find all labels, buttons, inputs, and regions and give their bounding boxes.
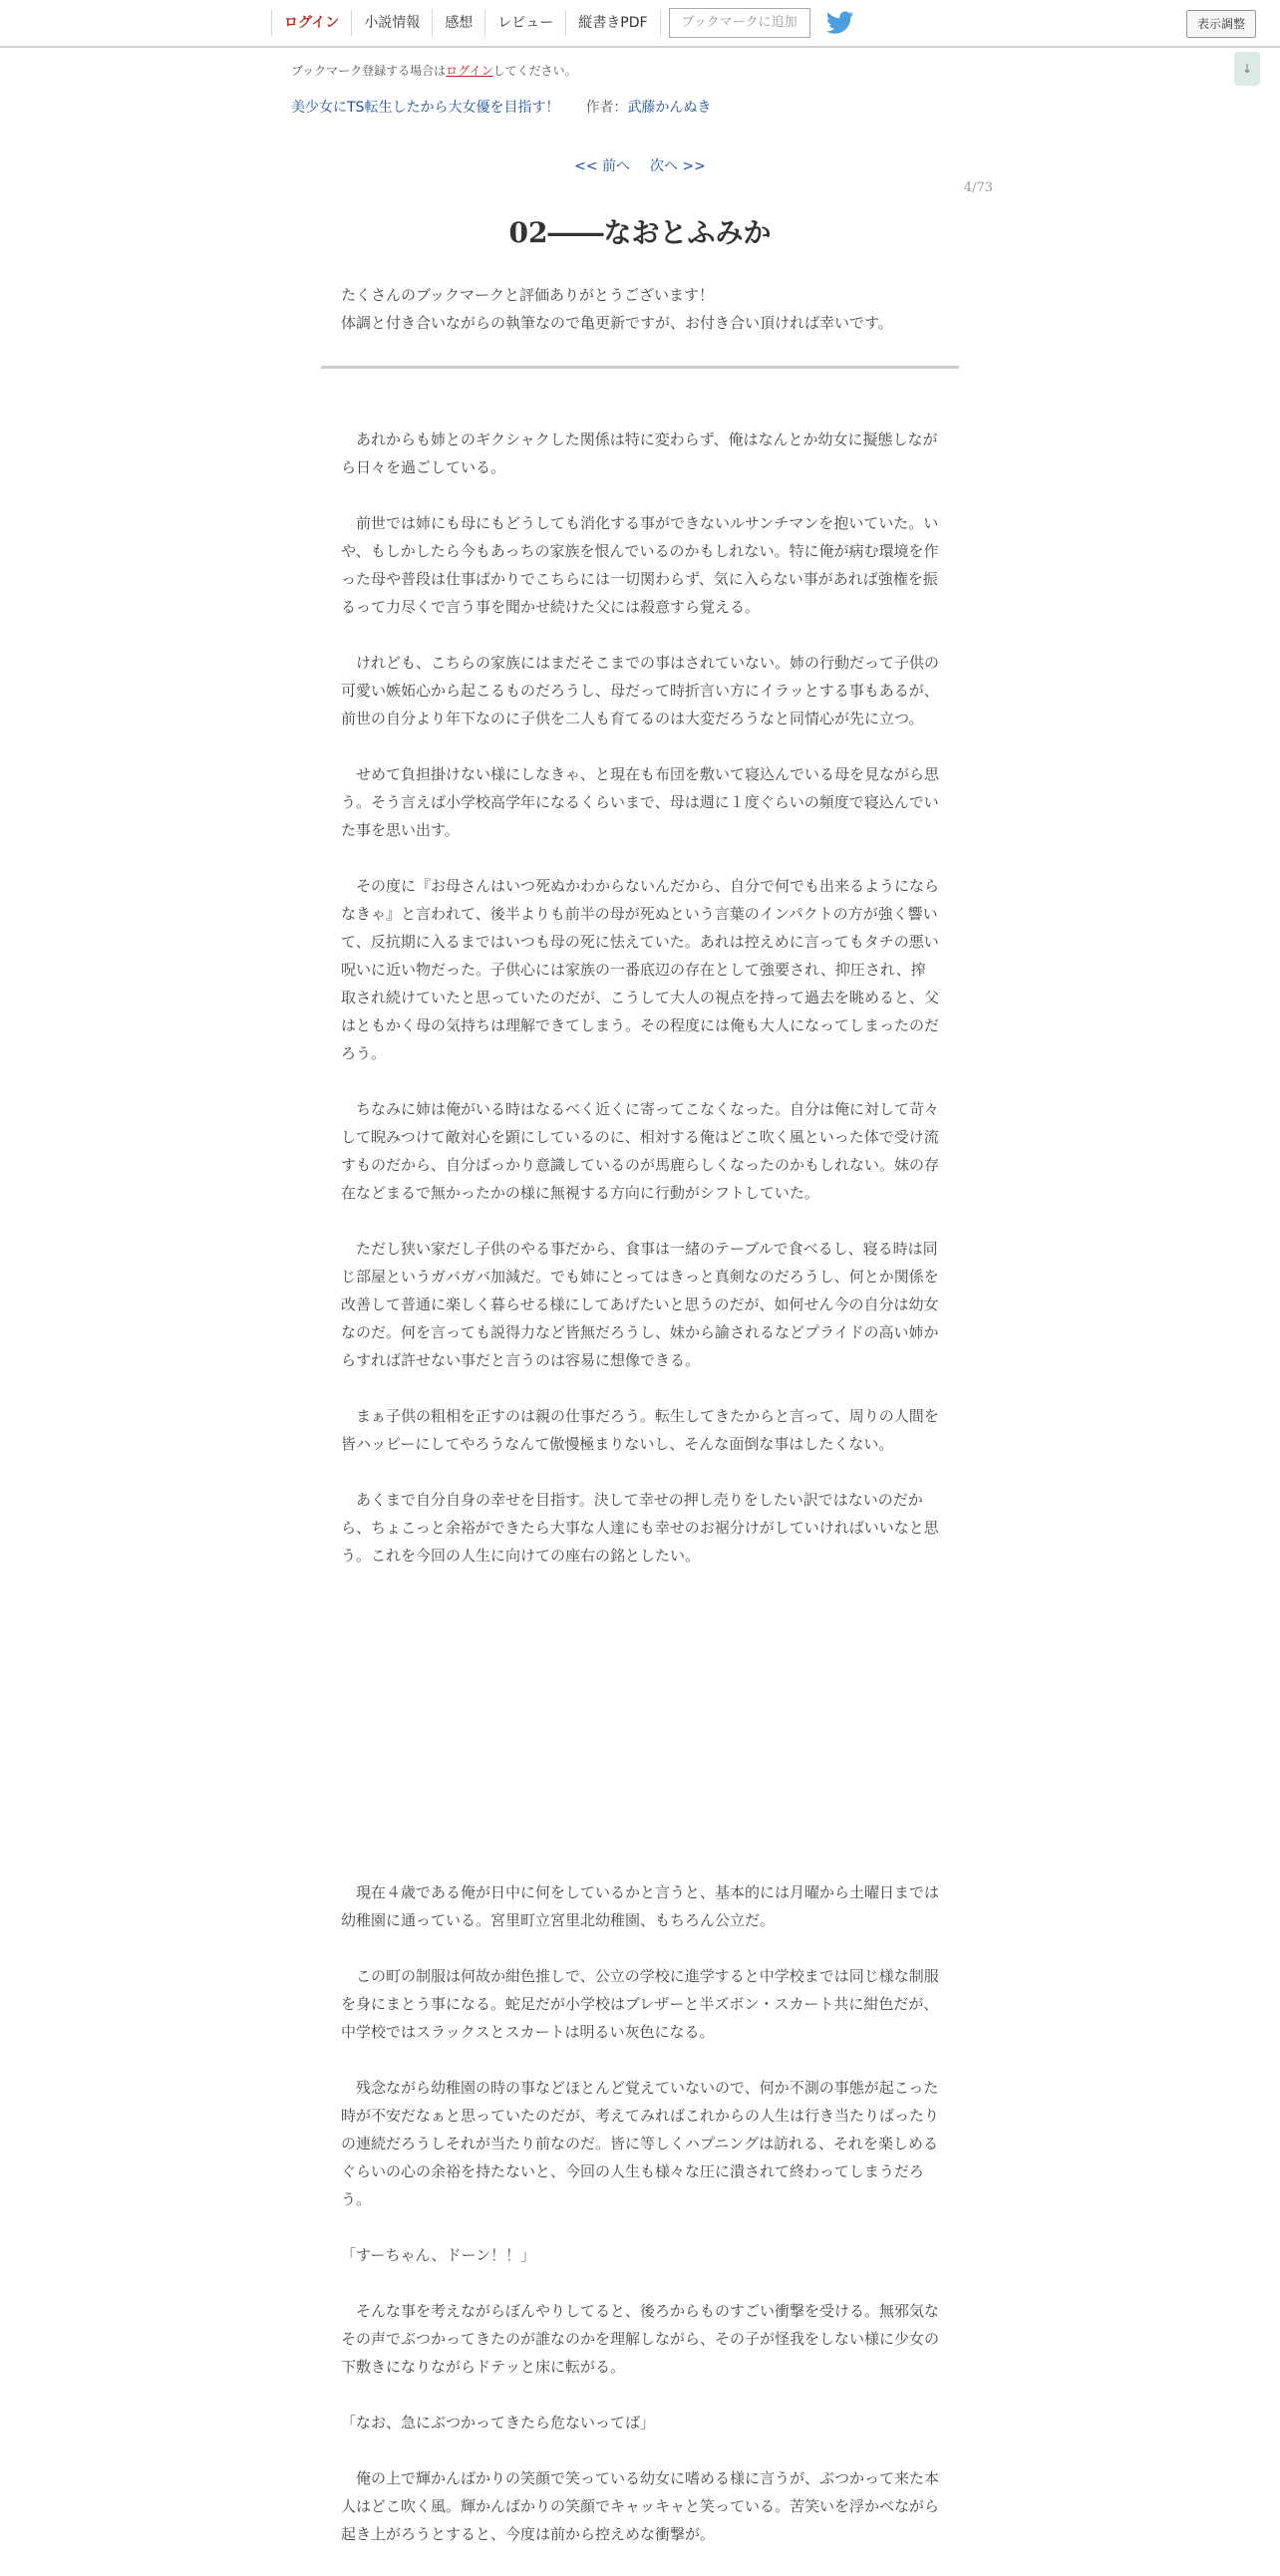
chapter-body-part-2: [341, 1878, 939, 2576]
body-paragraph: 前世では姉にも母にもどうしても消化する事ができないルサンチマンを抱いていた。いや、もしかしたら今もあっちの家族を恨んでいるのかもしれない。特に俺が病む環境を作った母や普段は仕事ばかりでこちらには一切関わらず、気に入らない事があれば強権を振るって力尽くで言う事を聞かせ続けた父には殺意すら覚える。: [341, 514, 939, 616]
notice-login-link[interactable]: ログイン: [446, 64, 493, 78]
page-counter: 4/73: [963, 180, 993, 195]
notice-text-before: ブックマーク登録する場合は: [291, 64, 447, 78]
body-paragraph: せめて負担掛けない様にしなきゃ、と現在も布団を敷いて寝込んでいる母を見ながら思う。そう言えば小学校高学年になるくらいまで、母は週に１度ぐらいの頻度で寝込んでいた事を思い出す。: [341, 765, 940, 839]
chapter-body-part-1: [341, 426, 939, 1597]
novel-info-line: [291, 97, 711, 117]
chapter-title: 02――なおとふみか: [508, 216, 772, 249]
body-paragraph: この町の制服は何故か紺色推しで、公立の学校に進学すると中学校までは同じ様な制服を身にまとう事になる。蛇足だが小学校はブレザーと半ズボン・スカート共に紺色だが、中学校ではスラックスとスカートは明るい灰色になる。: [341, 1967, 939, 2041]
prev-page-link[interactable]: << 前へ: [574, 158, 630, 174]
body-paragraph: ただし狭い家だし子供のやる事だから、食事は一緒のテーブルで食べるし、寝る時は同じ部屋というガバガバ加減だ。でも姉にとってはきっと真剣なのだろうし、何とか関係を改善して普通に楽しく暮らせる様にしてあげたいと思うのだが、如何せん今の自分は幼女なのだ。何を言っても説得力など皆無だろうし、妹から諭されるなどプライドの高い姉からすれば許せない事だと言うのは容易に想像できる。: [341, 1240, 939, 1369]
display-settings-button[interactable]: 表示調整: [1186, 10, 1256, 38]
top-navigation-bar: [0, 0, 1280, 48]
next-page-link[interactable]: 次へ >>: [650, 158, 706, 174]
body-paragraph: まぁ子供の粗相を正すのは親の仕事だろう。転生してきたからと言って、周りの人間を皆ハッピーにしてやろうなんて傲慢極まりないし、そんな面倒な事はしたくない。: [341, 1407, 939, 1453]
notice-text-after: してください。: [492, 64, 577, 78]
bookmark-login-notice: [291, 62, 577, 79]
body-paragraph: そんな事を考えながらぼんやりしてると、後ろからものすごい衝撃を受ける。無邪気なその声でぶつかってきたのが誰なのかを理解しながら、その子が怪我をしない様に少女の下敷きになりながらドテッと床に転がる。: [341, 2302, 940, 2376]
nav-novel-info-link[interactable]: 小説情報: [351, 10, 432, 36]
preface-line: たくさんのブックマークと評価ありがとうございます！: [341, 286, 714, 304]
nav-vertical-pdf-link[interactable]: 縦書きPDF: [565, 10, 660, 36]
preface-line: 体調と付き合いながらの執筆なので亀更新ですが、お付き合い頂ければ幸いです。: [341, 314, 893, 332]
body-paragraph: 俺の上で輝かんばかりの笑顔で笑っている幼女に嗜める様に言うが、ぶつかって来た本人はどこ吹く風。輝かんばかりの笑顔でキャッキャと笑っている。苦笑いを浮かべながら起き上がろうとすると、今度は前から控えめな衝撃が。: [341, 2469, 940, 2543]
preface: [341, 281, 939, 337]
scroll-down-button[interactable]: ↓: [1234, 52, 1260, 86]
body-paragraph: 残念ながら幼稚園の時の事などほとんど覚えていないので、何か不測の事態が起こった時が不安だなぁと思っていたのだが、考えてみればこれからの人生は行き当たりばったりの連続だろうしそれが当たり前なのだ。皆に等しくハプニングは訪れる、それを楽しめるぐらいの心の余裕を持たないと、今回の人生も様々な圧に潰されて終わってしまうだろう。: [341, 2079, 940, 2208]
body-paragraph: あくまで自分自身の幸せを目指す。決して幸せの押し売りをしたい訳ではないのだから、ちょこっと余裕ができたら大事な人達にも幸せのお裾分けがしていければいいなと思う。これを今回の人生に向けての座右の銘としたい。: [341, 1491, 939, 1565]
nav-review-link[interactable]: レビュー: [484, 10, 565, 36]
body-paragraph: あれからも姉とのギクシャクした関係は特に変わらず、俺はなんとか幼女に擬態しながら日々を過ごしている。: [341, 430, 938, 476]
body-paragraph: 「なお、急にぶつかってきたら危ないってば」: [341, 2414, 656, 2432]
pager: [0, 155, 1280, 175]
novel-title-link[interactable]: 美少女にTS転生したから大女優を目指す！: [291, 100, 560, 116]
author-label: 作者：: [585, 100, 628, 116]
body-paragraph: 「すーちゃん、ドーン！！」: [341, 2246, 536, 2264]
body-paragraph: その度に『お母さんはいつ死ぬかわからないんだから、自分で何でも出来るようにならなきゃ』と言われて、後半よりも前半の母が死ぬという言葉のインパクトの方が強く響いて、反抗期に入るまではいつも母の死に怯えていた。あれは控えめに言ってもタチの悪い呪いに近い物だった。子供心には家族の一番底辺の存在として強要され、抑圧され、搾取され続けていたと思っていたのだが、こうして大人の視点を持って過去を眺めると、父はともかく母の気持ちは理解できてしまう。その程度には俺も大人になってしまったのだろう。: [341, 877, 940, 1062]
twitter-bird-icon[interactable]: [826, 11, 854, 35]
body-paragraph: ちなみに姉は俺がいる時はなるべく近くに寄ってこなくなった。自分は俺に対して苛々して睨みつけて敵対心を顕にしているのに、相対する俺はどこ吹く風といった体で受け流すものだから、自分ばっかり意識しているのが馬鹿らしくなったのかもしれない。妹の存在などまるで無かったかの様に無視する方向に行動がシフトしていた。: [341, 1100, 940, 1202]
nav-impressions-link[interactable]: 感想: [432, 10, 484, 36]
nav-login-link[interactable]: ログイン: [271, 10, 351, 36]
add-bookmark-button[interactable]: ブックマークに追加: [669, 8, 810, 38]
author-name-link[interactable]: 武藤かんぬき: [627, 100, 712, 116]
body-paragraph: 現在４歳である俺が日中に何をしているかと言うと、基本的には月曜から土曜日までは幼稚園に通っている。宮里町立宮里北幼稚園、もちろん公立だ。: [341, 1883, 940, 1929]
preface-divider: [321, 366, 959, 369]
main-nav: [271, 0, 854, 46]
body-paragraph: けれども、こちらの家族にはまだそこまでの事はされていない。姉の行動だって子供の可愛い嫉妬心から起こるものだろうし、母だって時折言い方にイラッとする事もあるが、前世の自分より年下なのに子供を二人も育てるのは大変だろうなと同情心が先に立つ。: [341, 654, 940, 727]
